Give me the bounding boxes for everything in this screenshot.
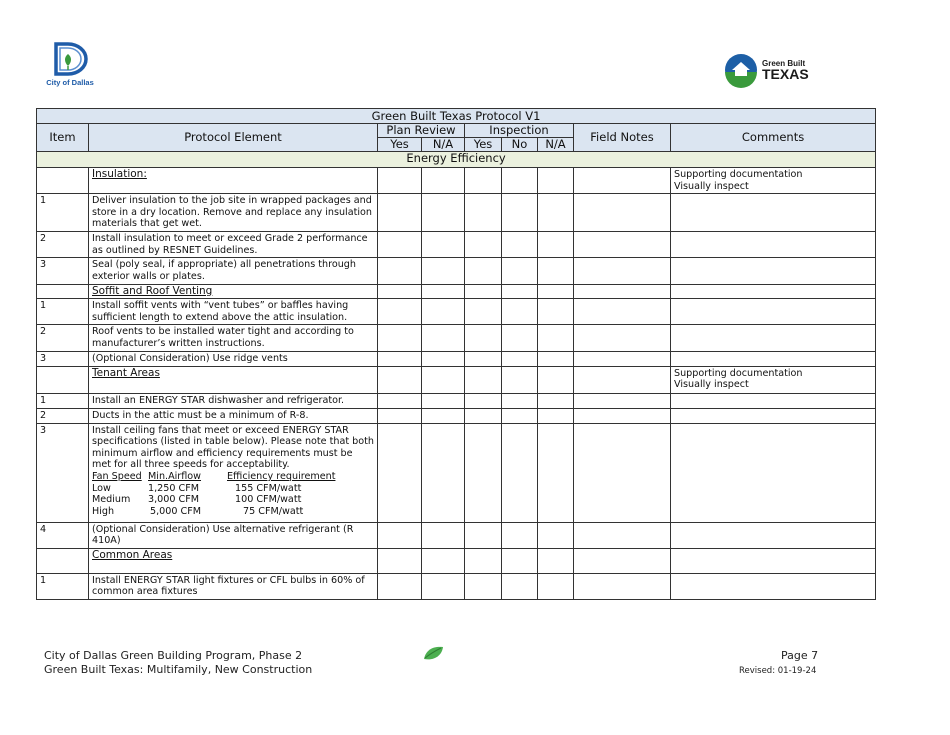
- group-title: Soffit and Roof Venting: [92, 284, 213, 297]
- item-number: 1: [37, 573, 89, 599]
- protocol-text: Install ENERGY STAR light fixtures or CFL bulbs in 60% of common area fixtures: [89, 573, 378, 599]
- fan-spec-table: [92, 471, 374, 517]
- table-row: [37, 408, 876, 423]
- group-title-row: [37, 366, 876, 393]
- item-number: 4: [37, 522, 89, 548]
- table-row: [37, 232, 876, 258]
- protocol-text: Deliver insulation to the job site in wrapped packages and store in a dry location. Remove and replace any insulation materials that get wet.: [89, 194, 378, 232]
- table-row: [37, 393, 876, 408]
- col-inspection: Inspection: [465, 124, 574, 138]
- protocol-text: Install soffit vents with “vent tubes” or baffles having sufficient length to extend above the attic insulation.: [89, 299, 378, 325]
- item-number: 3: [37, 423, 89, 522]
- fan-cell: 1,250 CFM: [148, 482, 200, 494]
- protocol-text: Install insulation to meet or exceed Grade 2 performance as outlined by RESNET Guidelines.: [89, 232, 378, 258]
- item-number: 3: [37, 351, 89, 366]
- table-row: [37, 573, 876, 599]
- item-number: 3: [37, 258, 89, 284]
- protocol-text: (Optional Consideration) Use ridge vents: [89, 351, 378, 366]
- col-comments: Comments: [671, 124, 876, 152]
- table-row: [37, 351, 876, 366]
- sub-insp-yes: Yes: [465, 138, 502, 152]
- group-title: Insulation:: [92, 168, 147, 180]
- item-number: 1: [37, 194, 89, 232]
- item-number: 2: [37, 408, 89, 423]
- col-item: Item: [37, 124, 89, 152]
- group-title-row: [37, 284, 876, 299]
- sub-insp-na: N/A: [538, 138, 574, 152]
- fan-header: Fan Speed: [92, 470, 142, 482]
- fan-header: Efficiency requirement: [227, 470, 336, 482]
- fan-cell: High: [92, 505, 115, 517]
- protocol-text: (Optional Consideration) Use alternative refrigerant (R 410A): [89, 522, 378, 548]
- protocol-text: Seal (poly seal, if appropriate) all penetrations through exterior walls or plates.: [89, 258, 378, 284]
- fan-cell: Medium: [92, 494, 131, 506]
- gbt-logo-line1: Green Built: [762, 59, 806, 68]
- table-row: [37, 423, 876, 522]
- city-logo-text: City of Dallas: [46, 78, 94, 87]
- comment-line: Visually inspect: [674, 379, 749, 391]
- green-built-texas-logo: [724, 52, 824, 88]
- table-row: [37, 299, 876, 325]
- leaf-icon: [422, 645, 444, 662]
- comment-line: Supporting documentation: [674, 367, 803, 379]
- fan-cell: 100 CFM/watt: [235, 494, 302, 506]
- protocol-text: Install an ENERGY STAR dishwasher and refrigerator.: [89, 393, 378, 408]
- protocol-text: Ducts in the attic must be a minimum of R-8.: [89, 408, 378, 423]
- table-row: [37, 194, 876, 232]
- city-of-dallas-logo: [44, 42, 96, 88]
- col-field-notes: Field Notes: [574, 124, 671, 152]
- fan-cell: 155 CFM/watt: [235, 482, 302, 494]
- fan-cell: 75 CFM/watt: [243, 505, 304, 517]
- table-row: [37, 522, 876, 548]
- item-number: 2: [37, 325, 89, 351]
- comment-line: Supporting documentation: [674, 169, 803, 180]
- protocol-text: Roof vents to be installed water tight and according to manufacturer’s written instructions.: [89, 325, 378, 351]
- group-title: Tenant Areas: [92, 366, 160, 379]
- sub-insp-no: No: [502, 138, 538, 152]
- protocol-text: Install ceiling fans that meet or exceed ENERGY STAR specifications (listed in table below). Please note that both minimum airflow and efficiency requirements must be met for all three speeds for acceptability.: [92, 424, 374, 471]
- footer-subtitle: Green Built Texas: Multifamily, New Construction: [44, 663, 313, 676]
- fan-cell: Low: [92, 482, 111, 494]
- fan-header: Min.Airflow: [148, 470, 202, 482]
- item-number: 1: [37, 299, 89, 325]
- item-number: 1: [37, 393, 89, 408]
- col-protocol-element: Protocol Element: [89, 124, 378, 152]
- fan-cell: 3,000 CFM: [148, 494, 200, 506]
- revised-date: Revised: 01-19-24: [739, 666, 817, 676]
- group-title-row: [37, 548, 876, 573]
- group-title-row: [37, 168, 876, 194]
- group-title: Common Areas: [92, 548, 173, 561]
- gbt-logo-line2: TEXAS: [762, 66, 809, 82]
- table-title: Green Built Texas Protocol V1: [37, 109, 876, 124]
- fan-cell: 5,000 CFM: [150, 505, 202, 517]
- comment-line: Visually inspect: [674, 180, 749, 192]
- sub-plan-na: N/A: [422, 138, 465, 152]
- footer-program: City of Dallas Green Building Program, Phase 2: [44, 649, 303, 662]
- col-plan-review: Plan Review: [378, 124, 465, 138]
- table-row: [37, 258, 876, 284]
- table-row: [37, 325, 876, 351]
- section-energy-efficiency: Energy Efficiency: [37, 152, 876, 168]
- sub-plan-yes: Yes: [378, 138, 422, 152]
- item-number: 2: [37, 232, 89, 258]
- page-number: Page 7: [781, 649, 819, 662]
- protocol-table: [36, 108, 876, 600]
